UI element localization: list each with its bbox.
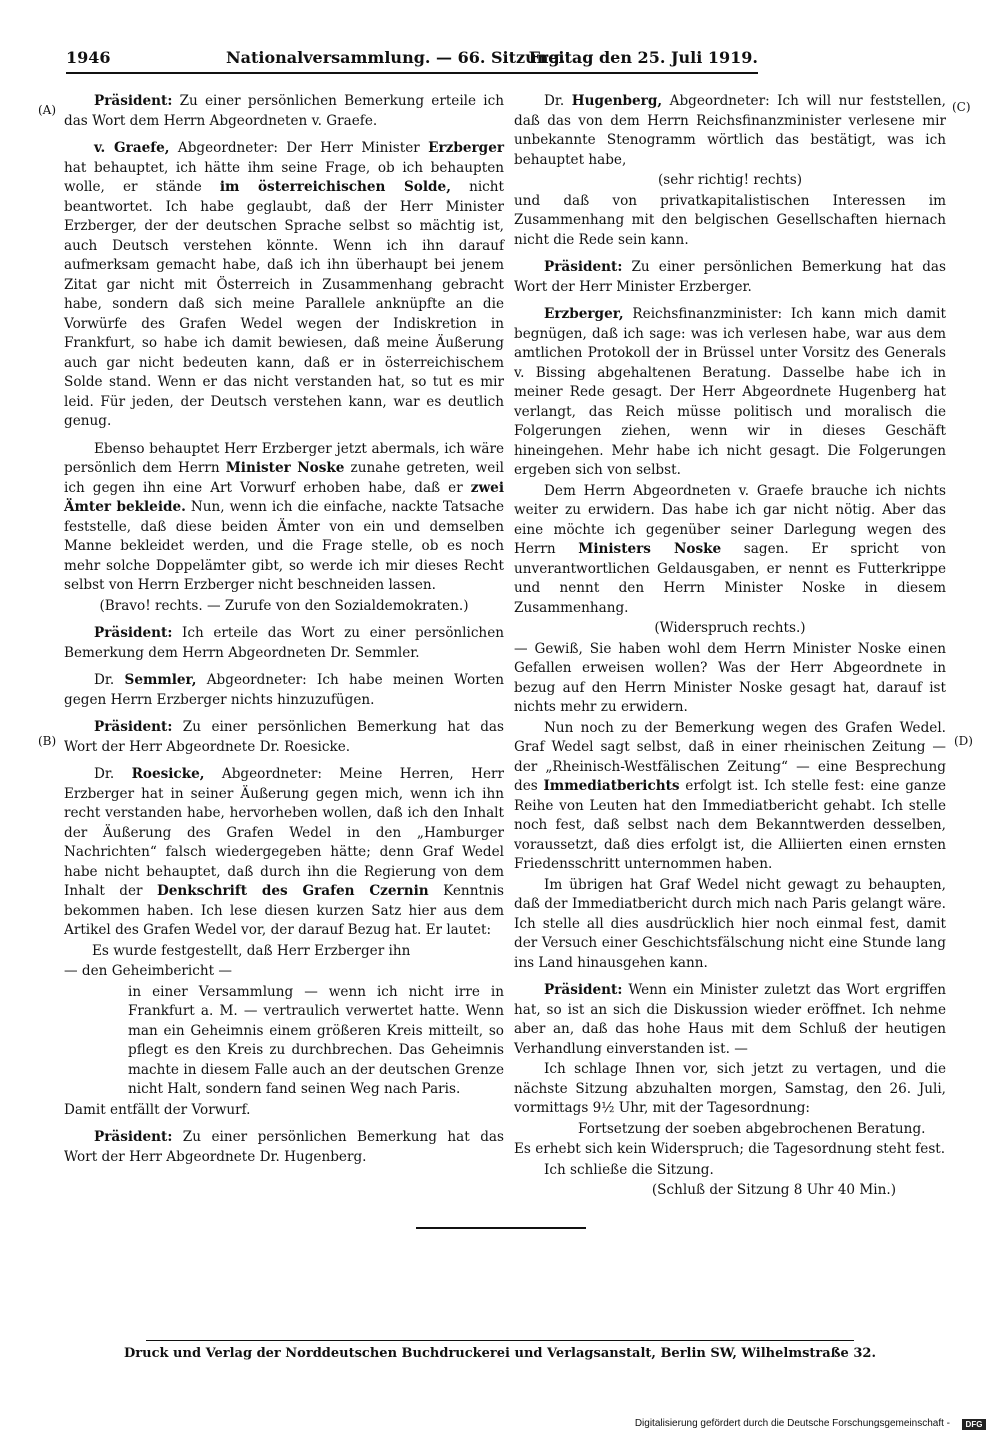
paragraph-text: Ich erteile das Wort zu einer persönlichen Bemerkung dem Herrn Abgeordneten Dr. Semmler.: [64, 625, 504, 661]
paragraph: [64, 718, 504, 757]
paragraph: [514, 981, 946, 1059]
emphasis-text: im österreichischen Solde,: [219, 179, 451, 195]
margin-mark-b: (B): [38, 734, 57, 748]
paragraph-text: hat behauptet, ich hätte ihm seine Frage, ob ich behaupten wolle, er stände: [64, 159, 504, 195]
paragraph: [514, 719, 946, 875]
paragraph-text: Reichsfinanzminister: Ich kann mich damit begnügen, daß ich sage: was ich verlesen habe, war aus dem amtlichen Protokoll der in Brüssel unter Vorsitz des Generals v. Bissing abgehaltenen Beratung. Dasselbe habe ich in meiner Rede gesagt. Der Herr Abgeordnete Hugenberg hat verlangt, das Reich müsse politisch und moralisch die Folgerungen ziehen, wenn wir in dieses Geschäft hineingehen. Mehr habe ich nicht gesagt. Die Folgerungen ergeben sich von selbst.: [514, 306, 946, 478]
margin-mark-a: (A): [38, 103, 57, 117]
speaker-name: Erzberger,: [544, 306, 624, 322]
page-header: [66, 48, 758, 74]
speaker-name: Hugenberg,: [571, 93, 663, 109]
paragraph: [514, 482, 946, 619]
paragraph-text: Ebenso behauptet Herr Erzberger jetzt abermals, ich wäre persönlich dem Herrn: [64, 440, 504, 476]
quote-line: — den Geheimbericht —: [64, 963, 233, 979]
paragraph: Damit entfällt der Vorwurf.: [64, 1101, 251, 1118]
paragraph: [514, 305, 946, 481]
paragraph-text: Abgeordneter: Meine Herren, Herr Erzberger hat in seiner Äußerung gegen mich, wenn ich ihn recht verstanden habe, hervorheben wollen, daß ich den Inhalt der Äußerung des Grafen Wedel in den „Hamburger Nachrichten“ falsch wiedergegeben hätte; denn Graf Wedel habe nicht behauptet, daß durch ihn die Regierung von dem Inhalt der: [64, 766, 505, 899]
paragraph: [64, 765, 504, 941]
paragraph-text: Abgeordneter: Der Herr Minister: [169, 140, 429, 156]
end-rule: [416, 1227, 586, 1229]
paragraph: [64, 92, 504, 131]
paragraph-text: nicht beantwortet. Ich habe geglaubt, daß der Herr Minister Erzberger, der der deutschen Sprache selbst so mächtig ist, auch Deutsch verstehen könnte. Wenn ich ihn darauf aufmerksam gemacht habe, daß ich ihn überhaupt bei jenem Zitat gar nicht mit Österreich in Zusammenhang gebracht habe, sondern daß sich meine Parallele anknüpfte an die Vorwürfe des Grafen Wedel wegen der Indiskretion in Frankfurt, so habe ich damit bewiesen, daß meine Äußerung auch gar nicht bedeuten kann, daß er in österreichischem Solde stand. Wenn er das nicht verstanden hat, so tut es mir leid. Für jeden, der Deutsch verstehen kann, war es deutlich genug.: [64, 179, 505, 429]
paragraph-text: Zu einer persönlichen Bemerkung hat das Wort der Herr Abgeordnete Dr. Hugenberg.: [64, 1129, 504, 1165]
paragraph-text: Zu einer persönlichen Bemerkung hat das Wort der Herr Minister Erzberger.: [514, 259, 946, 295]
paragraph-text: Nun noch zu der Bemerkung wegen des Grafen Wedel. Graf Wedel sagt selbst, daß in einer rheinischen Zeitung — der „Rheinisch-Westfälischen Zeitung“ — eine Besprechung des: [514, 719, 946, 794]
paragraph: Im übrigen hat Graf Wedel nicht gewagt zu behaupten, daß der Immediatbericht durch mich nach Paris gelangt wäre. Ich stelle all dies ausdrücklich hier noch einmal fest, damit der Versuch einer Geschichtsfälschung nicht eine Stunde lang ins Land hinausgehen kann.: [514, 876, 946, 971]
emphasis-text: Ministers Noske: [578, 541, 722, 557]
paragraph-text: Kenntnis bekommen haben. Ich lese diesen kurzen Satz hier aus dem Artikel des Grafen Wedel vor, der darauf Bezug hat. Er lautet:: [64, 883, 504, 938]
paragraph: [64, 440, 504, 596]
header-date: Freitag den 25. Juli 1919.: [528, 48, 758, 67]
paragraph: [64, 671, 504, 710]
paragraph-text: Zu einer persönlichen Bemerkung erteile ich das Wort dem Herrn Abgeordneten v. Graefe.: [64, 93, 504, 129]
paragraph: Es erhebt sich kein Widerspruch; die Tagesordnung steht fest.: [514, 1141, 946, 1157]
speaker-name: v. Graefe,: [94, 140, 170, 156]
paragraph-text: zunahe getreten, weil ich gegen ihn eine Art Vorwurf erhoben habe, daß er: [64, 460, 504, 496]
speaker-name: Semmler,: [124, 672, 197, 688]
margin-mark-d: (D): [954, 734, 973, 748]
paragraph-text: Dem Herrn Abgeordneten v. Graefe brauche ich nichts weiter zu erwidern. Das habe ich gar nicht nötig. Aber das eine möchte ich gegenüber seiner Darlegung wegen des Herrn: [514, 482, 946, 557]
right-column: [514, 92, 946, 1209]
margin-mark-c: (C): [952, 100, 971, 114]
footer-rule: [146, 1340, 854, 1341]
paragraph-text: Zu einer persönlichen Bemerkung hat das Wort der Herr Abgeordnete Dr. Roesicke.: [64, 719, 504, 755]
dfg-logo: DFG: [962, 1419, 986, 1430]
speaker-name: Präsident:: [544, 259, 623, 275]
paragraph-text: sagen. Er spricht von unverantwortlichen Geldausgaben, er nennt es Futterkrippe und nennt den Herrn Minister Noske in diesem Zusammenhang.: [514, 541, 946, 616]
left-column: [64, 92, 504, 1175]
agenda-item: Fortsetzung der soeben abgebrochenen Beratung.: [578, 1120, 926, 1137]
paragraph-text: erfolgt ist. Ich stelle fest: eine ganze Reihe von Leuten hat den Immediatbericht gehabt. Ich stelle noch fest, daß selbst nach dem Bekanntwerden desselben, voraussetzt, daß dies erfolgt ist, die Alliierten einen ernsten Friedensschritt unternommen haben.: [514, 778, 946, 872]
emphasis-text: Minister Noske: [225, 460, 345, 476]
paragraph: und daß von privatkapitalistischen Interessen im Zusammenhang mit den belgischen Gesellschaften hiernach nicht die Rede sein kann.: [514, 192, 946, 248]
session-end-note: (Schluß der Sitzung 8 Uhr 40 Min.): [651, 1182, 896, 1198]
quote-line: Es wurde festgestellt, daß Herr Erzberger ihn: [92, 942, 411, 959]
paragraph-text: Nun, wenn ich die einfache, nackte Tatsache feststelle, daß diese beiden Ämter von ein und demselben Manne bekleidet werden, und die Frage stelle, ob es noch mehr solche Doppelämter gibt, so werde ich mir dieses Recht selbst von Herrn Erzberger nicht beschneiden lassen.: [64, 499, 504, 593]
paragraph: [514, 258, 946, 297]
paragraph-text: Dr.: [94, 672, 125, 688]
printer-imprint: Druck und Verlag der Norddeutschen Buchdruckerei und Verlagsanstalt, Berlin SW, Wilhelmstraße 32.: [124, 1346, 876, 1361]
interjection: (Widerspruch rechts.): [654, 620, 806, 636]
speaker-name: Roesicke,: [131, 766, 205, 782]
speaker-name: Präsident:: [94, 1129, 173, 1145]
speaker-name: Präsident:: [94, 93, 173, 109]
paragraph-text: Dr.: [544, 93, 572, 109]
paragraph: Ich schlage Ihnen vor, sich jetzt zu vertagen, und die nächste Sitzung abzuhalten morgen, Samstag, den 26. Juli, vormittags 9½ Uhr, mit der Tagesordnung:: [514, 1061, 946, 1116]
speaker-name: Präsident:: [544, 982, 623, 998]
emphasis-text: zwei Ämter bekleide.: [64, 479, 504, 515]
paragraph-text: Abgeordneter: Ich habe meinen Worten gegen Herrn Erzberger nichts hinzuzufügen.: [64, 672, 504, 708]
emphasis-text: Immediatberichts: [543, 778, 680, 794]
header-title: Nationalversammlung. — 66. Sitzung.: [226, 48, 566, 67]
paragraph: [514, 92, 946, 170]
digitization-credit: Digitalisierung gefördert durch die Deutsche Forschungsgemeinschaft -: [634, 1418, 950, 1429]
emphasis-text: Erzberger: [428, 140, 504, 156]
paragraph-text: Abgeordneter: Ich will nur feststellen, daß das von dem Herrn Reichsfinanzminister verlesene mir unbekannte Stenogramm wörtlich das bestätigt, was ich behauptet habe,: [514, 93, 947, 168]
interjection: (sehr richtig! rechts): [657, 172, 803, 188]
paragraph-text: Dr.: [94, 766, 132, 782]
emphasis-text: Denkschrift des Grafen Czernin: [156, 883, 429, 899]
interjection: (Bravo! rechts. — Zurufe von den Sozialdemokraten.): [99, 597, 469, 614]
speaker-name: Präsident:: [94, 625, 173, 641]
page-number: 1946: [66, 48, 111, 67]
speaker-name: Präsident:: [94, 719, 173, 735]
paragraph: Ich schließe die Sitzung.: [544, 1161, 714, 1178]
quote-block: in einer Versammlung — wenn ich nicht irre in Frankfurt a. M. — vertraulich verwertet hatte. Wenn man ein Geheimnis einem größeren Kreis mitteilt, so pflegt es den Kreis zu durchbrechen. Das Geheimnis machte in diesem Falle auch an der deutschen Grenze nicht Halt, sondern fand seinen Weg nach Paris.: [128, 983, 504, 1097]
paragraph: — Gewiß, Sie haben wohl dem Herrn Minister Noske einen Gefallen erweisen wollen? Was der Herr Abgeordnete in bezug auf den Herrn Minister Noske gesagt hat, darauf ist nichts mehr zu erwidern.: [514, 640, 946, 715]
paragraph: [64, 1128, 504, 1167]
paragraph: [64, 624, 504, 663]
paragraph-text: Wenn ein Minister zuletzt das Wort ergriffen hat, so ist an sich die Diskussion wieder eröffnet. Ich nehme aber an, daß das hohe Haus mit dem Schluß der heutigen Verhandlung einverstanden ist. —: [514, 982, 946, 1057]
paragraph: [64, 139, 504, 432]
